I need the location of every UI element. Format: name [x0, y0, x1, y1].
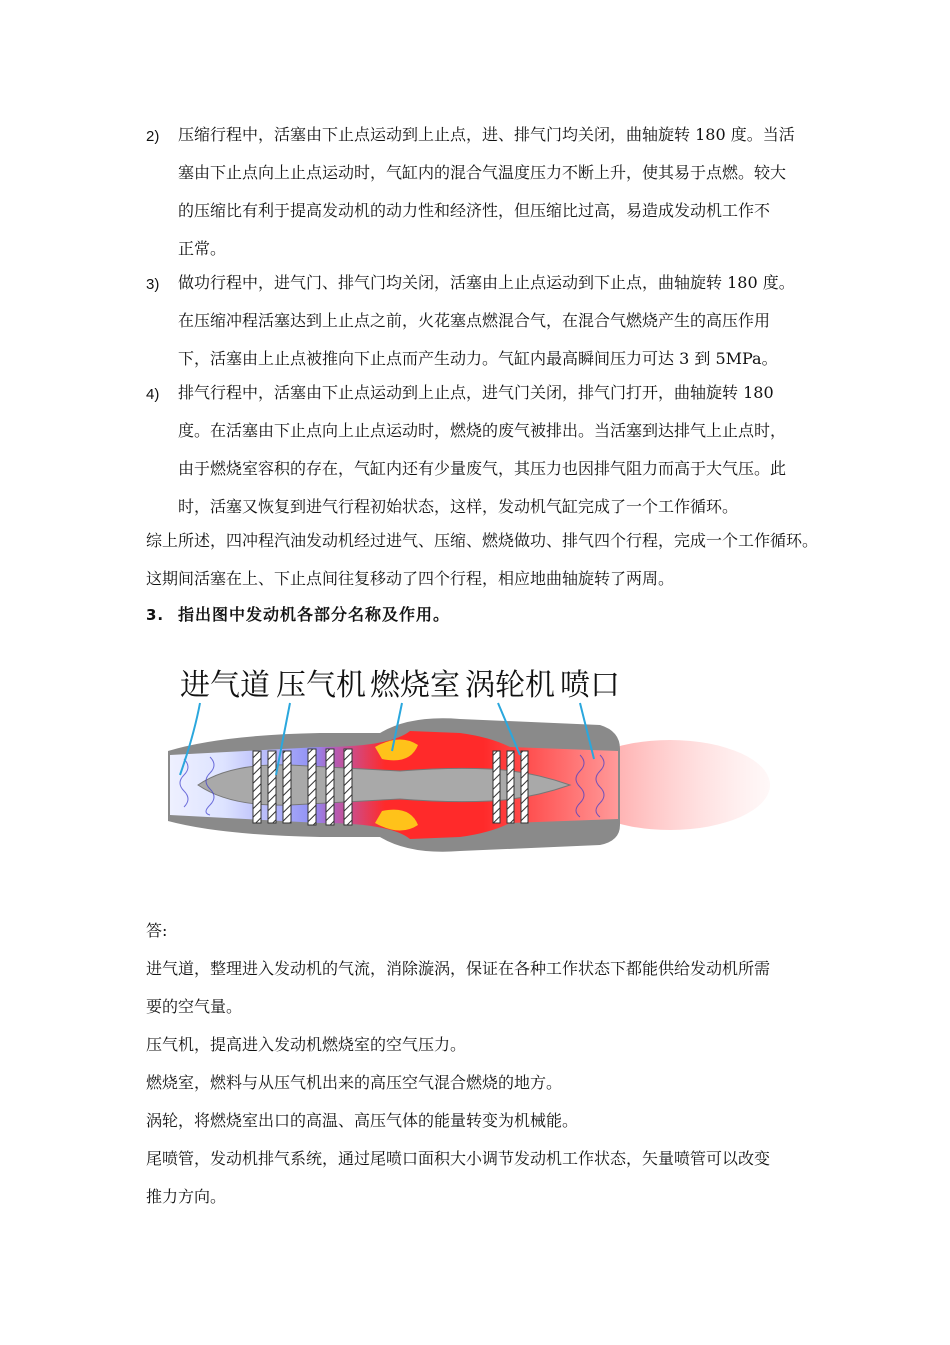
summary-line: 综上所述，四冲程汽油发动机经过进气、压缩、燃烧做功、排气四个行程，完成一个工作循环。 — [146, 531, 819, 550]
paragraph-line: 排气行程中，活塞由下止点运动到上止点，进气门关闭，排气门打开，曲轴旋转 180 — [178, 383, 774, 402]
turbine-blade — [521, 751, 528, 823]
compressor-blade — [253, 751, 261, 823]
paragraph-line: 时，活塞又恢复到进气行程初始状态，这样，发动机气缸完成了一个工作循环。 — [178, 497, 739, 516]
turbine-blade — [507, 751, 514, 823]
answer-line: 尾喷管，发动机排气系统，通过尾喷口面积大小调节发动机工作状态，矢量喷管可以改变 — [146, 1149, 771, 1168]
paragraph-line: 的压缩比有利于提高发动机的动力性和经济性，但压缩比过高，易造成发动机工作不 — [178, 201, 771, 220]
compressor-blade — [283, 751, 291, 823]
paragraph-line: 在压缩冲程活塞达到上止点之前，火花塞点燃混合气，在混合气燃烧产生的高压作用 — [178, 311, 771, 330]
paragraph-line: 塞由下止点向上止点运动时，气缸内的混合气温度压力不断上升，使其易于点燃。较大 — [178, 163, 787, 182]
paragraph-line: 做功行程中，进气门、排气门均关闭，活塞由上止点运动到下止点，曲轴旋转 180 度。 — [178, 273, 795, 292]
compressor-blade — [326, 749, 334, 825]
answer-line: 要的空气量。 — [146, 997, 243, 1016]
compressor-blade — [308, 749, 316, 825]
turbine-stages — [493, 751, 528, 823]
compressor-blade — [268, 751, 276, 823]
answer-line: 涡轮，将燃烧室出口的高温、高压气体的能量转变为机械能。 — [146, 1111, 579, 1130]
answer-line: 压气机，提高进入发动机燃烧室的空气压力。 — [146, 1035, 467, 1054]
label-combustor: 燃烧室 — [370, 668, 460, 703]
label-nozzle: 喷口 — [560, 668, 620, 703]
paragraph-line: 由于燃烧室容积的存在，气缸内还有少量废气，其压力也因排气阻力而高于大气压。此 — [178, 459, 787, 478]
paragraph-line: 正常。 — [178, 239, 227, 258]
turbine-blade — [493, 751, 500, 823]
jet-engine-diagram — [160, 655, 780, 875]
question-text: 指出图中发动机各部分名称及作用。 — [178, 605, 451, 624]
paragraph-line: 压缩行程中，活塞由下止点运动到上止点，进、排气门均关闭，曲轴旋转 180 度。当活 — [178, 125, 795, 144]
item-number: 4) — [146, 386, 160, 403]
question-number: 3. — [146, 606, 165, 624]
compressor-blade — [344, 749, 352, 825]
item-number: 3) — [146, 276, 160, 293]
label-intake: 进气道 — [180, 668, 270, 703]
label-turbine: 涡轮机 — [465, 668, 555, 703]
paragraph-line: 下，活塞由上止点被推向下止点而产生动力。气缸内最高瞬间压力可达 3 到 5MPa。 — [178, 349, 778, 368]
answer-line: 燃烧室，燃料与从压气机出来的高压空气混合燃烧的地方。 — [146, 1073, 563, 1092]
label-compressor: 压气机 — [276, 668, 366, 703]
answer-line: 进气道，整理进入发动机的气流，消除漩涡，保证在各种工作状态下都能供给发动机所需 — [146, 959, 771, 978]
summary-line: 这期间活塞在上、下止点间往复移动了四个行程，相应地曲轴旋转了两周。 — [146, 569, 675, 588]
item-number: 2) — [146, 128, 160, 145]
answer-line: 推力方向。 — [146, 1187, 227, 1206]
answer-label: 答: — [146, 921, 168, 940]
paragraph-line: 度。在活塞由下止点向上止点运动时，燃烧的废气被排出。当活塞到达排气上止点时， — [178, 421, 787, 440]
